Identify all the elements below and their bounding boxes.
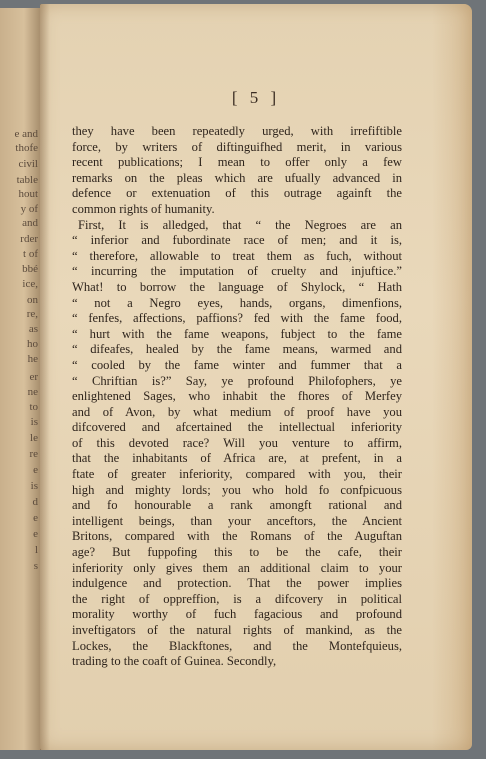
facing-page-text-fragment: to bbox=[29, 401, 38, 413]
facing-page-text-fragment: rder bbox=[20, 233, 38, 245]
facing-page-text-fragment: le bbox=[30, 432, 38, 444]
text-line: What! to borrow the language of Shylock, “ Hath bbox=[72, 279, 402, 294]
text-line: and of Avon, by what medium of proof have you bbox=[72, 404, 402, 419]
page-gutter-shadow bbox=[40, 4, 50, 750]
text-line: remarks on the pleas which are ufually advanced in bbox=[72, 170, 402, 185]
text-line: they have been repeatedly urged, with irrefiftible bbox=[72, 124, 402, 138]
text-line: age? But fuppofing this to be the cafe, their bbox=[72, 545, 402, 560]
text-line: inferiority only gives them an additional claim to your bbox=[72, 560, 402, 575]
text-line: “ incurring the imputation of cruelty and injuftice.” bbox=[72, 264, 402, 279]
text-line: defence or extenuation of this outrage againft the bbox=[72, 186, 402, 201]
text-line: “ Chriftian is?” Say, ye profound Philofophers, ye bbox=[72, 373, 402, 388]
text-line: that the inhabitants of Africa are, at prefent, in a bbox=[72, 451, 402, 466]
text-line: First, It is alledged, that “ the Negroes are an bbox=[78, 217, 402, 232]
text-line: and fo honourable a rank amongft rational and bbox=[72, 498, 402, 513]
text-line: enlightened Sages, who inhabit the fhores of Merfey bbox=[72, 389, 402, 404]
facing-page-text-fragment: s bbox=[33, 560, 38, 572]
text-line: “ cooled by the fame winter and fummer that a bbox=[72, 357, 402, 372]
facing-page-text-fragment: is bbox=[30, 480, 38, 492]
facing-page-text-fragment: civil bbox=[18, 158, 38, 170]
facing-page-edge bbox=[0, 8, 42, 750]
facing-page-text-fragment: e bbox=[33, 464, 38, 476]
text-line: “ difeafes, healed by the fame means, warmed and bbox=[72, 342, 402, 357]
facing-page-text-fragment: thofe bbox=[15, 142, 38, 154]
text-line: morality worthy of fuch fagacious and profound bbox=[72, 607, 402, 622]
facing-page-text-fragment: d bbox=[32, 496, 38, 508]
facing-page-text-fragment: bbé bbox=[22, 263, 38, 275]
text-line: the right of oppreffion, is a difcovery in political bbox=[72, 591, 402, 606]
text-line: common rights of humanity. bbox=[72, 201, 215, 216]
facing-page-text-fragment: y of bbox=[20, 203, 38, 215]
facing-page-text-fragment: er bbox=[29, 371, 38, 383]
text-line: inveftigators of the natural rights of mankind, as the bbox=[72, 623, 402, 637]
facing-page-text-fragment: l bbox=[34, 544, 38, 556]
facing-page-text-fragment: t of bbox=[23, 248, 38, 260]
text-line: “ inferior and fubordinate race of men; and it is, bbox=[72, 233, 402, 248]
text-line: indulgence and protection. That the power implies bbox=[72, 576, 402, 591]
facing-page-text-fragment: re bbox=[29, 448, 38, 460]
facing-page-text-fragment: ho bbox=[27, 338, 38, 350]
facing-page-text-fragment: he bbox=[27, 353, 38, 365]
text-line: difcovered and afcertained the intellectual inferiority bbox=[72, 420, 402, 435]
page-number: [ 5 ] bbox=[231, 88, 281, 107]
facing-page-text-fragment: is bbox=[30, 416, 38, 428]
text-line: “ not a Negro eyes, hands, organs, dimenfions, bbox=[72, 295, 402, 310]
facing-page-text-fragment: hout bbox=[18, 188, 38, 200]
facing-page-text-fragment: e bbox=[33, 512, 38, 524]
text-line: Lockes, the Blackftones, and the Montefquieus, bbox=[72, 638, 402, 653]
facing-page-text-fragment: re, bbox=[26, 308, 38, 320]
text-line: force, by writers of diftinguifhed merit, in various bbox=[72, 139, 402, 154]
text-line: intelligent beings, than your anceftors, the Ancient bbox=[72, 513, 402, 528]
text-line: “ hurt with the fame weapons, fubject to the fame bbox=[72, 326, 402, 341]
text-line: trading to the coaft of Guinea. Secondly, bbox=[72, 654, 277, 669]
facing-page-text-fragment: table bbox=[16, 174, 38, 186]
text-line: recent publications; I mean to offer only a few bbox=[72, 155, 402, 170]
facing-page-text-fragment: as bbox=[28, 323, 38, 335]
text-line: “ therefore, allowable to treat them as fuch, without bbox=[72, 248, 402, 263]
text-line: high and mighty lords; you who hold fo confpicuous bbox=[72, 482, 402, 497]
facing-page-text-fragment: and bbox=[22, 217, 38, 229]
text-line: “ fenfes, affections, paffions? fed with the fame food, bbox=[72, 311, 402, 326]
facing-page-text-fragment: e bbox=[33, 528, 38, 540]
text-line: of this devoted race? Will you venture to affirm, bbox=[72, 435, 402, 450]
facing-page-text-fragment: ne bbox=[27, 386, 38, 398]
text-line: Britons, compared with the Romans of the Auguftan bbox=[72, 529, 402, 544]
text-line: ftate of greater inferiority, compared with you, their bbox=[72, 467, 402, 482]
facing-page-text-fragment: on bbox=[27, 294, 38, 306]
facing-page-text-fragment: ice, bbox=[22, 278, 38, 290]
facing-page-text-fragment: e and bbox=[14, 128, 38, 140]
book-page bbox=[40, 4, 472, 750]
page-body-text bbox=[72, 124, 402, 670]
